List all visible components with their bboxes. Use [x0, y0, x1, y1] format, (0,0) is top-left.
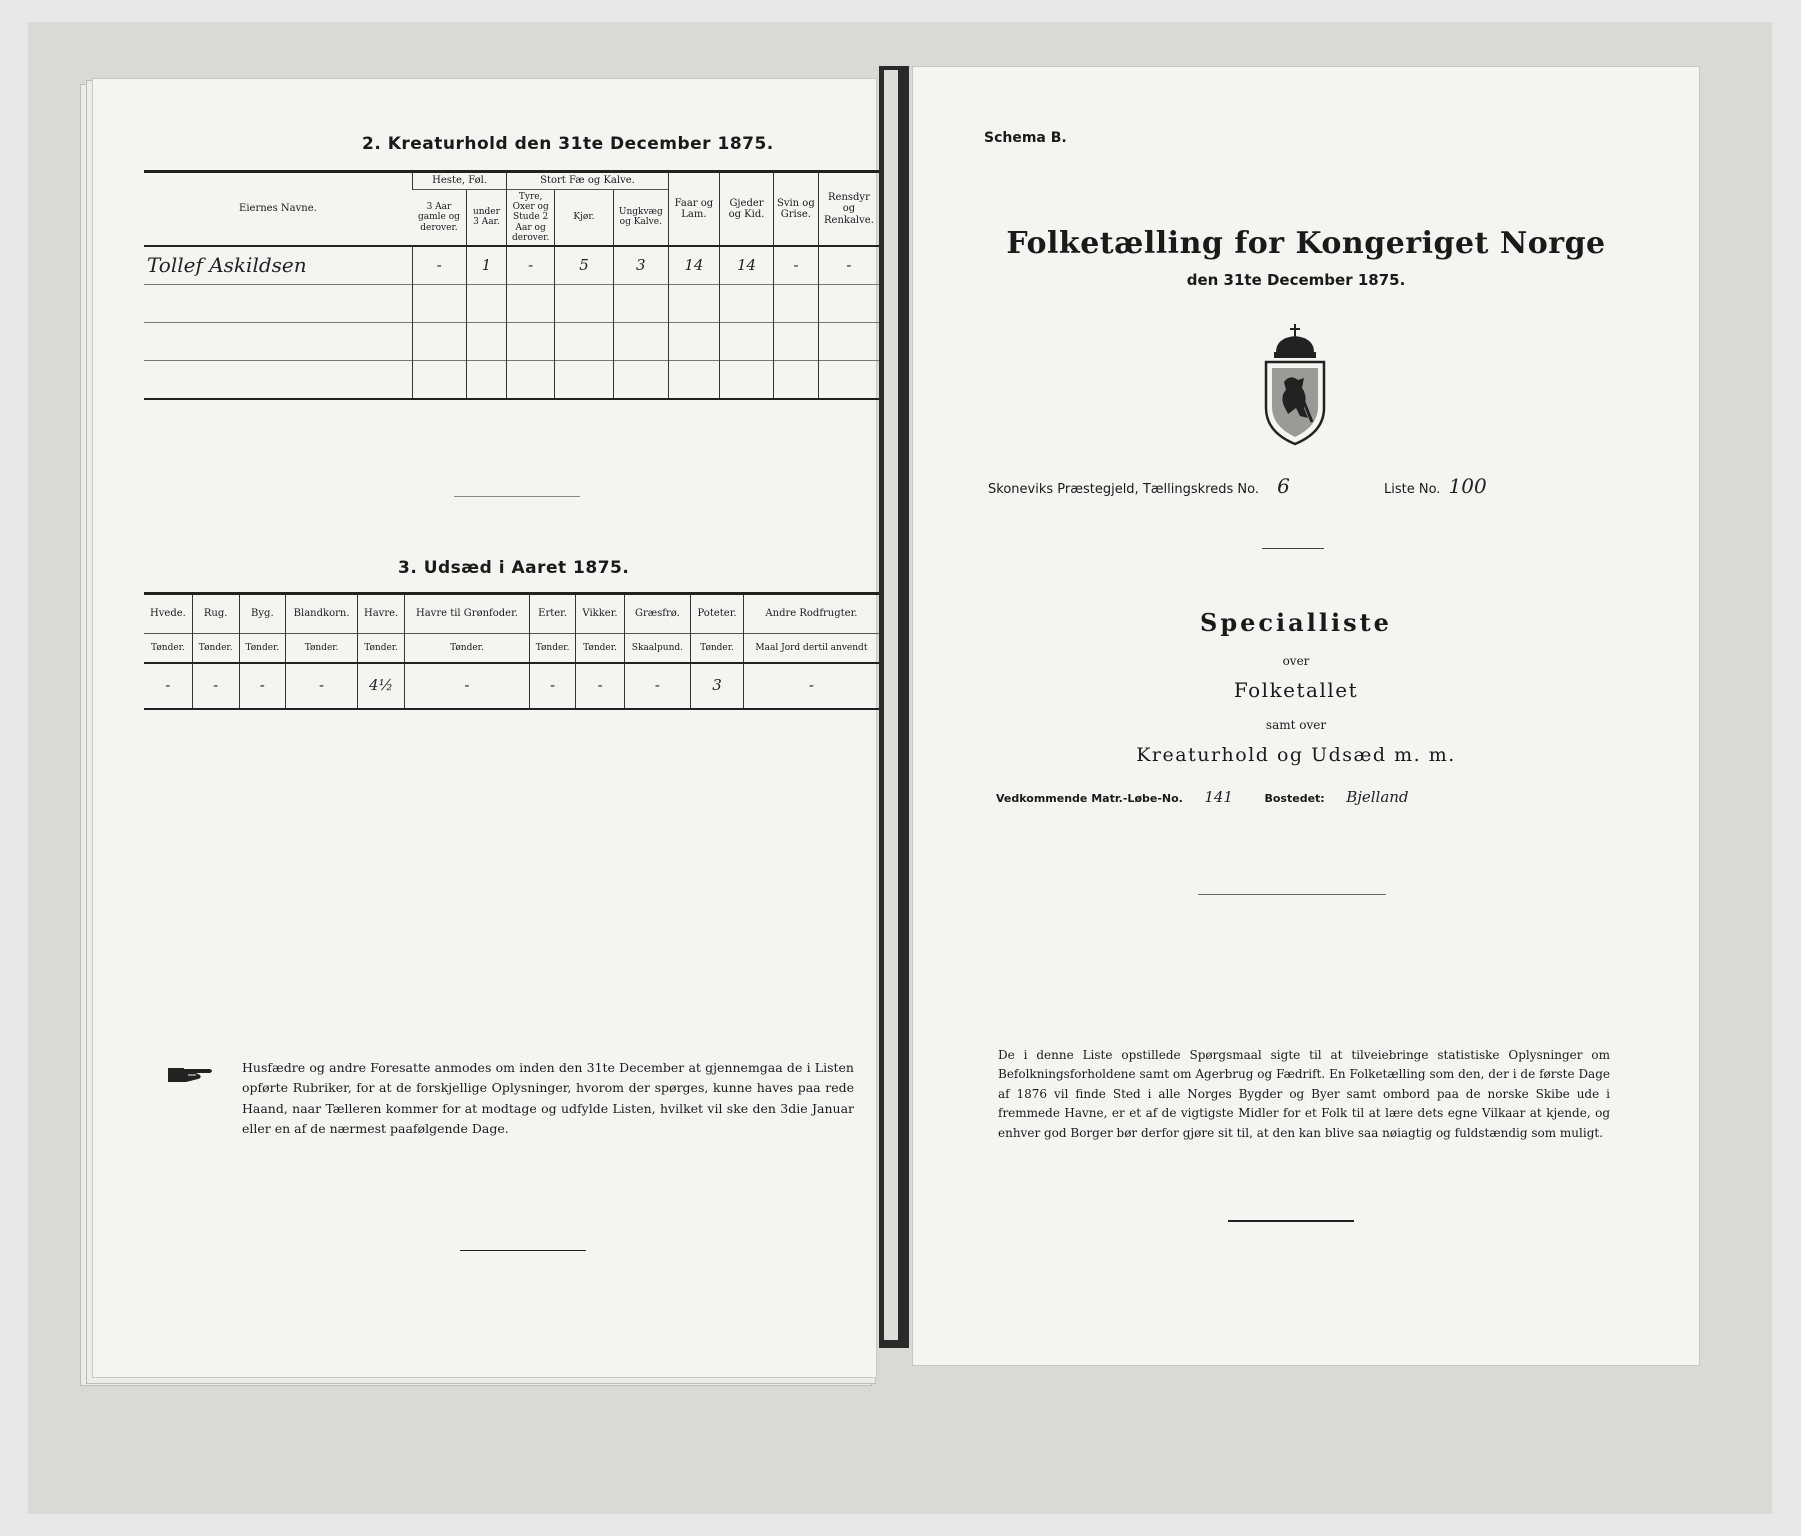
seed-col-unit: Tønder.	[239, 634, 286, 664]
also-over-text: samt over	[1265, 718, 1327, 732]
seed-col-unit: Tønder.	[144, 634, 192, 664]
seed-value-cell: -	[529, 663, 576, 709]
col-reindeer: Rensdyr og Renkalve.	[818, 172, 879, 247]
seed-col-header: Vikker.	[576, 594, 624, 634]
cell-horses-3yr: -	[412, 246, 466, 285]
pointing-hand-icon	[166, 1062, 216, 1086]
cell-cows: 5	[554, 246, 613, 285]
cell-sheep: 14	[668, 246, 720, 285]
col-bulls-oxen: Tyre, Oxer og Stude 2 Aar og derover.	[507, 189, 555, 246]
divider	[454, 496, 580, 497]
norwegian-coat-of-arms-icon	[1260, 322, 1330, 446]
seed-col-header: Andre Rodfrugter.	[743, 594, 879, 634]
col-pigs: Svin og Grise.	[773, 172, 818, 247]
list-number: 100	[1448, 474, 1487, 498]
right-page	[912, 66, 1700, 1366]
owner-name: Tollef Askildsen	[144, 246, 412, 285]
seed-col-header: Byg.	[239, 594, 286, 634]
property-line	[996, 788, 1409, 806]
property-number: 141	[1204, 788, 1233, 806]
table-row	[144, 246, 879, 285]
table-row	[144, 323, 879, 361]
main-title: Folketælling for Kongeriget Norge	[1006, 226, 1606, 261]
col-young-cattle: Ungkvæg og Kalve.	[614, 189, 669, 246]
seed-col-unit: Tønder.	[576, 634, 624, 664]
cell-goats: 14	[720, 246, 774, 285]
seed-value-cell: -	[624, 663, 691, 709]
seed-col-header: Havre til Grønfoder.	[405, 594, 530, 634]
divider	[460, 1250, 586, 1251]
col-owner-names: Eiernes Navne.	[144, 172, 412, 247]
divider	[1198, 894, 1386, 895]
section3-title: 3. Udsæd i Aaret 1875.	[398, 558, 630, 578]
cell-bulls-oxen: -	[507, 246, 555, 285]
col-goats: Gjeder og Kid.	[720, 172, 774, 247]
seed-value-cell: -	[144, 663, 192, 709]
livestock-heading: Kreaturhold og Udsæd m. m.	[1136, 744, 1456, 766]
seed-value-cell: -	[743, 663, 879, 709]
residence-name: Bjelland	[1346, 788, 1409, 806]
residence-label: Bostedet:	[1264, 792, 1325, 805]
left-notice: Husfædre og andre Foresatte anmodes om inden den 31te December at gjennemgaa de i Listen opførte Rubriker, for at de forskjellige Oplysninger, hvorom der spørges, kunne haves paa rede Haand, naar Tælleren kommer for at modtage og udfylde Listen, hvilket vil ske den 3die Januar eller en af de nærmest paafølgende Dage.	[242, 1060, 854, 1136]
seed-table	[144, 592, 879, 710]
seed-value-cell: 4½	[358, 663, 405, 709]
col-horses-under3: under 3 Aar.	[466, 189, 507, 246]
schema-label: Schema B.	[984, 130, 1067, 146]
divider	[1228, 1220, 1354, 1222]
table-row	[144, 663, 879, 709]
seed-col-header: Erter.	[529, 594, 576, 634]
seed-col-unit: Tønder.	[286, 634, 358, 664]
col-horses-3yr: 3 Aar gamle og derover.	[412, 189, 466, 246]
col-group-horses: Heste, Føl.	[412, 172, 506, 190]
seed-col-unit: Tønder.	[405, 634, 530, 664]
seed-value-cell: -	[192, 663, 239, 709]
col-cows: Kjør.	[554, 189, 613, 246]
seed-col-unit: Skaalpund.	[624, 634, 691, 664]
population-heading: Folketallet	[1233, 678, 1359, 702]
seed-col-header: Havre.	[358, 594, 405, 634]
parish-line	[988, 474, 1487, 498]
divider	[1262, 548, 1324, 549]
table-row	[144, 361, 879, 400]
seed-col-unit: Tønder.	[691, 634, 744, 664]
census-date: den 31te December 1875.	[1186, 271, 1406, 289]
property-number-label: Vedkommende Matr.-Løbe-No.	[996, 792, 1183, 805]
seed-value-cell: -	[405, 663, 530, 709]
seed-col-unit: Tønder.	[192, 634, 239, 664]
col-sheep: Faar og Lam.	[668, 172, 720, 247]
livestock-table	[144, 170, 879, 400]
special-list-title: Specialliste	[1200, 608, 1392, 637]
seed-value-cell: -	[286, 663, 358, 709]
seed-value-cell: 3	[691, 663, 744, 709]
over-text: over	[1282, 654, 1310, 668]
cell-pigs: -	[773, 246, 818, 285]
spine-gap	[884, 70, 898, 1340]
cell-young-cattle: 3	[614, 246, 669, 285]
cell-reindeer: -	[818, 246, 879, 285]
seed-col-header: Blandkorn.	[286, 594, 358, 634]
seed-col-header: Græsfrø.	[624, 594, 691, 634]
seed-col-header: Poteter.	[691, 594, 744, 634]
seed-col-header: Rug.	[192, 594, 239, 634]
district-number: 6	[1277, 474, 1290, 498]
list-label: Liste No.	[1383, 482, 1441, 497]
cell-horses-under3: 1	[466, 246, 507, 285]
left-page	[92, 78, 877, 1378]
parish-label: Skoneviks Præstegjeld, Tællingskreds No.	[988, 482, 1259, 497]
section2-title: 2. Kreaturhold den 31te December 1875.	[362, 134, 774, 154]
right-notice: De i denne Liste opstillede Spørgsmaal sigte til at tilveiebringe statistiske Oplysninger om Befolkningsforholdene samt om Agerbrug og Fædrift. En Folketælling som den, der i de første Dage af 1876 vil finde Sted i alle Norges Bygder og Byer samt ombord paa de norske Skibe ude i fremmede Havne, er et af de vigtigste Midler for et Folk til at lære dets egne Vilkaar at kjende, og enhver god Borger bør derfor gjøre sit til, at den kan blive saa nøiagtig og fuldstændig som muligt.	[998, 1048, 1610, 1140]
seed-col-unit: Tønder.	[358, 634, 405, 664]
col-group-cattle: Stort Fæ og Kalve.	[507, 172, 668, 190]
seed-col-unit: Tønder.	[529, 634, 576, 664]
seed-col-unit: Maal Jord dertil anvendt	[743, 634, 879, 664]
table-row	[144, 285, 879, 323]
seed-col-header: Hvede.	[144, 594, 192, 634]
seed-value-cell: -	[239, 663, 286, 709]
seed-value-cell: -	[576, 663, 624, 709]
